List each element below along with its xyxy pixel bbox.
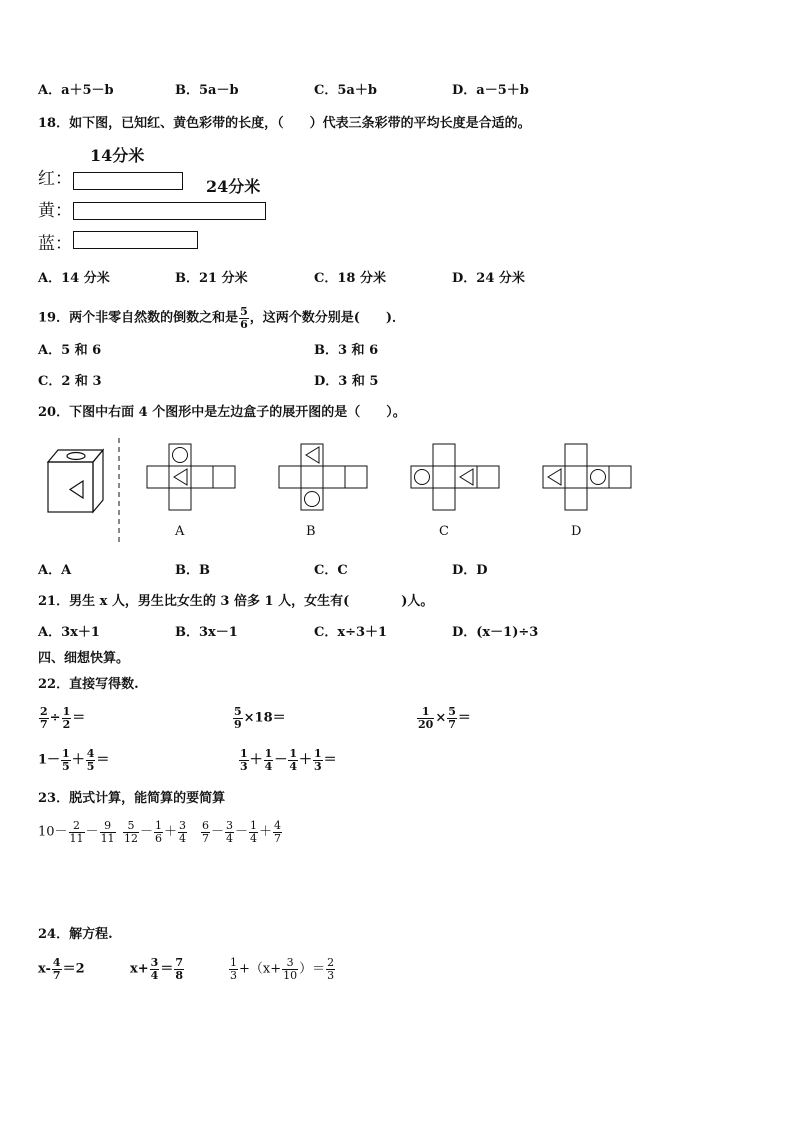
q19-text-a: 19．两个非零自然数的倒数之和是 [38,310,239,326]
q18-question: 18．如下图，已知红、黄色彩带的长度，（ ）代表三条彩带的平均长度是合适的。 [38,116,531,131]
net-a [147,444,235,510]
q19-option-b: B．3 和 6 [314,343,379,358]
q20-option-b: B．B [175,563,210,578]
net-label-b: B [306,524,316,539]
q18-option-c: C．18 分米 [314,271,386,286]
red-label: 红： [38,169,72,189]
q21-option-d: D．(x－1)÷3 [452,625,539,640]
q21-option-a: A．3x＋1 [38,625,100,640]
q20-option-a: A．A [38,563,72,578]
q24-equation-3: $\frac{1}{3}$ +（x+ $\frac{3}{10}$ ）＝ $\frac{2}{3}$ [230,956,335,982]
cube-figure [48,450,103,512]
q18-option-a: A．14 分米 [38,271,110,286]
q24-title: 24．解方程. [38,927,113,942]
q23-expr-3: $\frac{6}{7}$ － $\frac{3}{4}$ － $\frac{1}{4}$ ＋ $\frac{4}{7}$ [202,819,282,845]
net-c [411,444,499,510]
q23-title: 23．脱式计算，能简算的要简算 [38,791,226,806]
q23-expr-1: 10－ $\frac{2}{11}$ － $\frac{9}{11}$ [38,819,115,845]
q21-question: 21．男生 x 人，男生比女生的 3 倍多 1 人，女生有( )人。 [38,594,434,609]
yellow-label: 黄： [38,201,72,221]
q19-option-d: D．3 和 5 [314,374,379,389]
yellow-length-label: 24分米 [206,177,261,196]
q20-question: 20．下图中右面 4 个图形中是左边盒子的展开图的是（ ）。 [38,405,406,420]
net-label-d: D [571,524,582,539]
net-label-c: C [439,524,449,539]
net-b [279,444,367,510]
q20-option-d: D．D [452,563,488,578]
section-title: 四、细想快算。 [38,651,130,666]
q17-option-a: A．a＋5－b [38,83,114,98]
q22-expr-1: $\frac{2}{7}$ ÷ $\frac{1}{2}$ ＝ [40,705,86,731]
q19-option-a: A．5 和 6 [38,343,102,358]
q24-equation-1: x- $\frac{4}{7}$ ＝2 [38,956,85,982]
q19-option-c: C．2 和 3 [38,374,102,389]
q19-text-b: ，这两个数分别是( )． [249,310,406,326]
net-label-a: A [175,524,185,539]
q17-option-d: D．a－5＋b [452,83,529,98]
q22-expr-4: 1－ $\frac{1}{5}$ ＋ $\frac{4}{5}$ ＝ [38,747,110,773]
blue-label: 蓝： [38,234,72,254]
q21-option-b: B．3x－1 [175,625,238,640]
q22-expr-5: $\frac{1}{3}$ ＋ $\frac{1}{4}$ － $\frac{1}{4}$ ＋ $\frac{1}{3}$ ＝ [240,747,337,773]
q20-option-c: C．C [314,563,348,578]
q21-option-c: C．x÷3＋1 [314,625,388,640]
q17-option-b: B．5a－b [175,83,239,98]
q17-option-c: C．5a＋b [314,83,377,98]
net-d [543,444,631,510]
red-length-label: 14分米 [90,146,145,165]
q19-fraction: $\frac{5}{6}$ [240,305,248,331]
q24-equation-2: x+ $\frac{3}{4}$ ＝ $\frac{7}{8}$ [130,956,183,982]
q22-expr-3: $\frac{1}{20}$ × $\frac{5}{7}$ ＝ [418,705,471,731]
q18-option-b: B．21 分米 [175,271,248,286]
q22-expr-2: $\frac{5}{9}$ ×18＝ [234,705,286,731]
q23-expr-2: $\frac{5}{12}$ － $\frac{1}{6}$ ＋ $\frac{3}{4}$ [124,819,187,845]
q22-title: 22．直接写得数. [38,677,139,692]
q18-option-d: D．24 分米 [452,271,525,286]
